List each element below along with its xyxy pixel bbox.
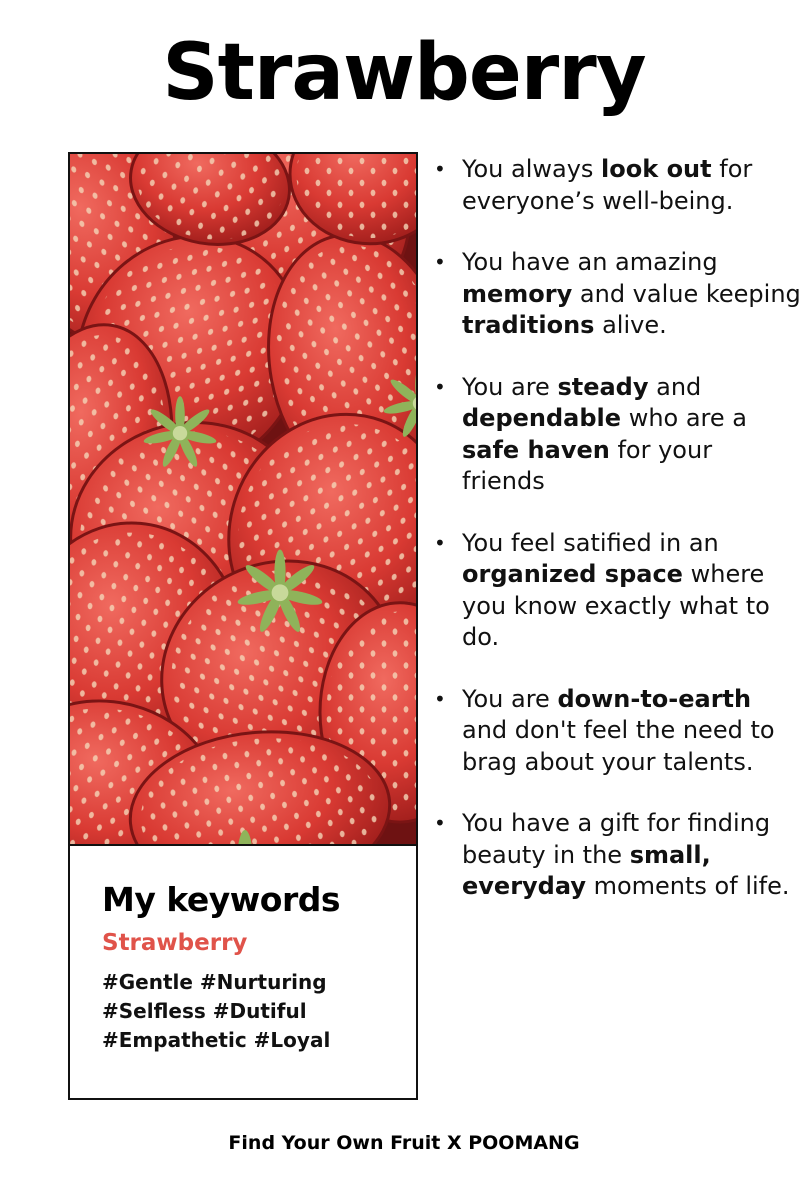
- trait-text: and don't feel the need to brag about your talents.: [462, 716, 775, 776]
- trait-item: [432, 808, 802, 903]
- trait-emphasis: look out: [601, 155, 712, 183]
- trait-text: and: [648, 372, 702, 401]
- keywords-tags: [102, 968, 416, 1055]
- strawberries-illustration: [70, 154, 416, 844]
- trait-text: who are a: [621, 404, 747, 432]
- keywords-fruit: Strawberry: [102, 930, 248, 956]
- bullet-dot: •: [434, 250, 446, 274]
- trait-text: You are: [462, 684, 558, 713]
- trait-item: [432, 154, 802, 217]
- trait-text: You always: [462, 155, 602, 183]
- trait-text: You have a gift for finding beauty in the: [462, 809, 771, 869]
- keyword-line: #Gentle #Nurturing: [102, 970, 327, 994]
- trait-text: and value keeping: [572, 279, 801, 308]
- trait-item: [432, 372, 802, 498]
- keyword-line: #Selfless #Dutiful: [102, 999, 307, 1023]
- trait-text: alive.: [594, 311, 667, 339]
- keyword-line: #Empathetic #Loyal: [102, 1028, 331, 1052]
- footer-credit: Find Your Own Fruit X POOMANG: [228, 1132, 580, 1154]
- trait-emphasis: steady: [557, 372, 649, 401]
- trait-item: [432, 528, 802, 654]
- bullet-dot: •: [434, 686, 446, 711]
- trait-text: for everyone’s well-being.: [462, 155, 753, 215]
- trait-item: [432, 247, 802, 342]
- trait-emphasis: small, everyday: [462, 840, 711, 900]
- keywords-heading: My keywords: [102, 880, 340, 919]
- page-title: Strawberry: [162, 28, 646, 118]
- trait-emphasis: dependable: [462, 404, 622, 432]
- trait-text: You have an amazing: [462, 248, 718, 276]
- trait-text: moments of life.: [585, 872, 790, 900]
- trait-emphasis: safe haven: [462, 435, 610, 464]
- trait-text: You are: [462, 372, 558, 401]
- trait-text: where you know exactly what to do.: [462, 560, 770, 651]
- trait-list: [432, 154, 802, 933]
- trait-emphasis: traditions: [462, 311, 595, 339]
- trait-text: for your friends: [462, 435, 713, 495]
- bullet-dot: •: [434, 530, 446, 555]
- bullet-dot: •: [434, 157, 446, 181]
- keywords-card: [68, 844, 418, 1100]
- strawberry-photo: [68, 152, 418, 844]
- trait-item: [432, 684, 802, 779]
- trait-emphasis: memory: [462, 279, 573, 308]
- trait-emphasis: organized space: [462, 560, 683, 588]
- trait-emphasis: down-to-earth: [557, 684, 752, 713]
- bullet-dot: •: [434, 374, 446, 399]
- bullet-dot: •: [434, 811, 446, 835]
- trait-text: You feel satified in an: [462, 528, 719, 557]
